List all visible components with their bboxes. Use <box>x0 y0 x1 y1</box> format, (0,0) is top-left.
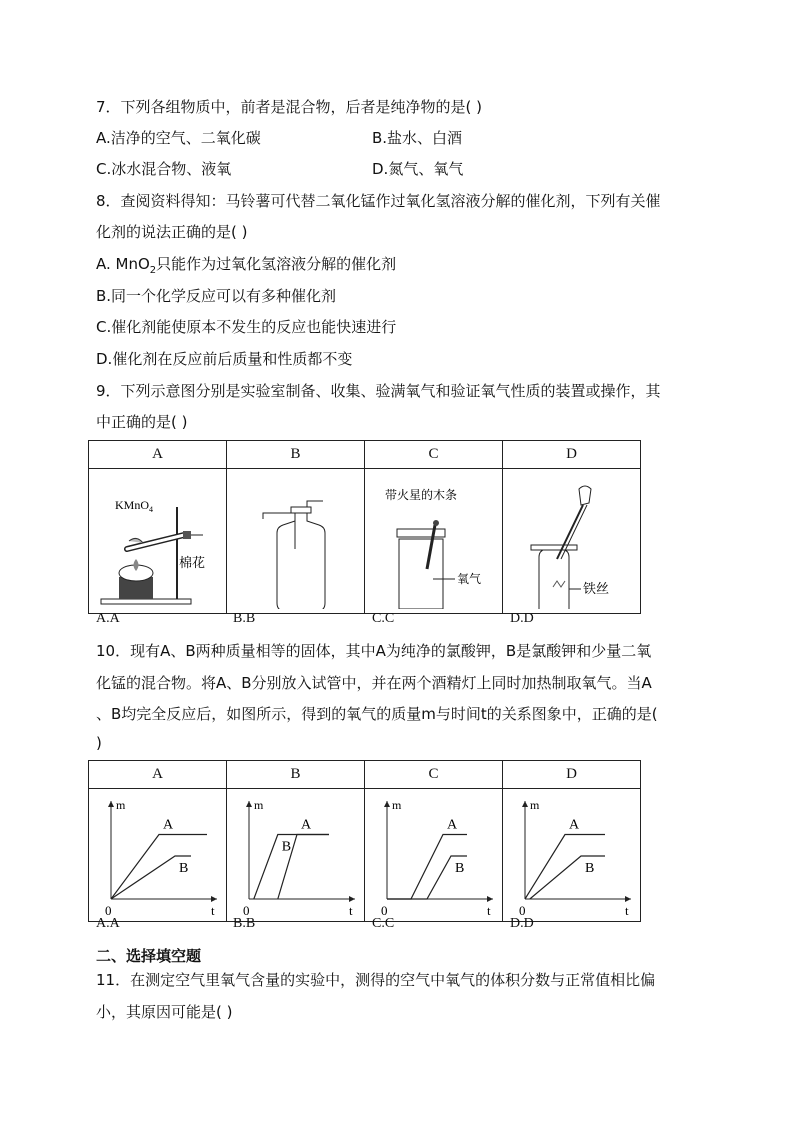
q7-stem: 7．下列各组物质中，前者是混合物，后者是纯净物的是( ) <box>96 98 483 116</box>
q7-option-b: B.盐水、白酒 <box>372 129 463 147</box>
q9-apparatus-d <box>503 469 641 614</box>
series-line-b <box>254 835 329 900</box>
crucible-tongs <box>557 505 583 559</box>
q10-header-a: A <box>89 761 227 789</box>
cotton-label: 棉花 <box>179 555 206 570</box>
q10-header-c: C <box>365 761 503 789</box>
q9-stem-line2: 中正确的是( ) <box>96 413 188 431</box>
y-axis-arrow-icon <box>522 801 528 807</box>
kmno4-label: KMnO$_4$ <box>115 498 154 514</box>
y-axis-label: m <box>530 798 540 812</box>
q10-answer-d: D.D <box>510 916 534 931</box>
q10-answer-c: C.C <box>372 916 395 931</box>
q10-stem-line3: 、B均完全反应后，如图所示，得到的氧气的质量m与时间t的关系图象中，正确的是( <box>96 705 658 723</box>
q10-graph-cell-c <box>365 789 503 922</box>
gas-collection-bottle-diagram <box>227 469 364 609</box>
bottle-mouth <box>397 529 445 537</box>
y-axis-label: m <box>116 798 126 812</box>
q9-apparatus-b <box>227 469 365 614</box>
outlet-tube <box>307 501 323 507</box>
x-axis-label: t <box>211 903 215 917</box>
q8-stem-line2: 化剂的说法正确的是( ) <box>96 223 248 241</box>
gas-bottle <box>399 539 443 609</box>
test-tube-inner <box>127 535 184 549</box>
q9-header-a: A <box>89 441 227 469</box>
reaction-bottle <box>539 549 569 609</box>
x-axis-arrow-icon <box>625 896 631 902</box>
q10-answer-a: A.A <box>96 916 120 931</box>
heating-apparatus-diagram <box>89 469 226 609</box>
y-axis-label: m <box>254 798 264 812</box>
splint-label: 带火星的木条 <box>385 488 458 502</box>
q9-stem-line1: 9．下列示意图分别是实验室制备、收集、验满氧气和验证氧气性质的装置或操作，其 <box>96 382 661 400</box>
origin-label: 0 <box>381 903 388 917</box>
tongs-hand-icon <box>579 486 591 505</box>
section-title: 二、选择填空题 <box>96 947 202 965</box>
x-axis-label: t <box>349 903 353 917</box>
q10-header-d: D <box>503 761 641 789</box>
oxygen-test-diagram <box>365 469 502 609</box>
q8-option-a-formula: A. MnO <box>96 255 150 273</box>
mass-time-graph-a <box>89 789 226 917</box>
q7-option-c: C.冰水混合物、液氧 <box>96 160 232 178</box>
mass-time-graph-b <box>227 789 364 917</box>
crucible-tongs-arm <box>561 505 587 559</box>
q10-graph-cell-d <box>503 789 641 922</box>
series-label-a: A <box>447 817 458 833</box>
series-label-b: B <box>281 839 292 855</box>
q10-stem-line4: ) <box>96 734 102 752</box>
q11-stem-line1: 11．在测定空气里氧气含量的实验中，测得的空气中氧气的体积分数与正常值相比偏 <box>96 971 656 989</box>
y-axis-arrow-icon <box>108 801 114 807</box>
series-label-b: B <box>455 861 465 876</box>
q7-option-d: D.氮气、氧气 <box>372 160 464 178</box>
q8-option-a <box>96 254 396 281</box>
x-axis-label: t <box>625 903 629 917</box>
q8-option-c: C.催化剂能使原本不发生的反应也能快速进行 <box>96 318 397 336</box>
iron-wire-label: 铁丝 <box>583 581 610 596</box>
q10-stem-line1: 10．现有A、B两种质量相等的固体，其中A为纯净的氯酸钾，B是氯酸钾和少量二氧 <box>96 642 652 660</box>
series-label-b: B <box>179 861 189 876</box>
q10-graph-cell-a <box>89 789 227 922</box>
ember-icon <box>433 520 439 526</box>
mass-time-graph-d <box>503 789 640 917</box>
series-label-a: A <box>163 817 174 833</box>
x-axis-arrow-icon <box>487 896 493 902</box>
q8-option-b: B.同一个化学反应可以有多种催化剂 <box>96 287 337 305</box>
oxygen-label: 氧气 <box>457 572 482 586</box>
bottle-stopper <box>291 507 311 513</box>
y-axis-arrow-icon <box>384 801 390 807</box>
origin-label: 0 <box>105 903 112 917</box>
collection-bottle <box>277 511 325 609</box>
q9-apparatus-a <box>89 469 227 614</box>
x-axis-label: t <box>487 903 491 917</box>
q8-stem-line1: 8．查阅资料得知：马铃薯可代替二氧化锰作过氧化氢溶液分解的催化剂，下列有关催 <box>96 192 661 210</box>
bottle-rim <box>531 545 577 550</box>
q10-graph-cell-b <box>227 789 365 922</box>
q10-stem-line2: 化锰的混合物。将A、B分别放入试管中，并在两个酒精灯上同时加热制取氧气。当A <box>96 674 652 692</box>
series-label-a: A <box>301 817 312 833</box>
x-axis-arrow-icon <box>349 896 355 902</box>
powder <box>129 538 143 543</box>
origin-label: 0 <box>243 903 250 917</box>
y-axis-label: m <box>392 798 402 812</box>
y-axis-arrow-icon <box>246 801 252 807</box>
stopper <box>183 531 191 539</box>
q7-option-a: A.洁净的空气、二氧化碳 <box>96 129 261 147</box>
iron-wire-burning-diagram <box>503 469 640 609</box>
q9-answer-c: C.C <box>372 611 395 626</box>
stand-base <box>101 599 191 604</box>
series-label-a: A <box>569 817 580 833</box>
series-label-b: B <box>585 861 595 876</box>
q8-option-a-text: 只能作为过氧化氢溶液分解的催化剂 <box>156 255 397 273</box>
q8-option-a-subscript: 2 <box>149 265 157 276</box>
q11-stem-line2: 小，其原因可能是( ) <box>96 1003 233 1021</box>
q8-option-d: D.催化剂在反应前后质量和性质都不变 <box>96 350 353 368</box>
q10-answer-b: B.B <box>233 916 256 931</box>
mass-time-graph-c <box>365 789 502 917</box>
q9-figure-table <box>88 440 641 614</box>
q9-header-b: B <box>227 441 365 469</box>
q10-graph-table <box>88 760 641 922</box>
q9-apparatus-c <box>365 469 503 614</box>
q9-header-d: D <box>503 441 641 469</box>
q9-answer-a: A.A <box>96 611 120 626</box>
q9-header-c: C <box>365 441 503 469</box>
origin-label: 0 <box>519 903 526 917</box>
x-axis-arrow-icon <box>211 896 217 902</box>
q10-header-b: B <box>227 761 365 789</box>
q9-answer-b: B.B <box>233 611 256 626</box>
q9-answer-d: D.D <box>510 611 534 626</box>
